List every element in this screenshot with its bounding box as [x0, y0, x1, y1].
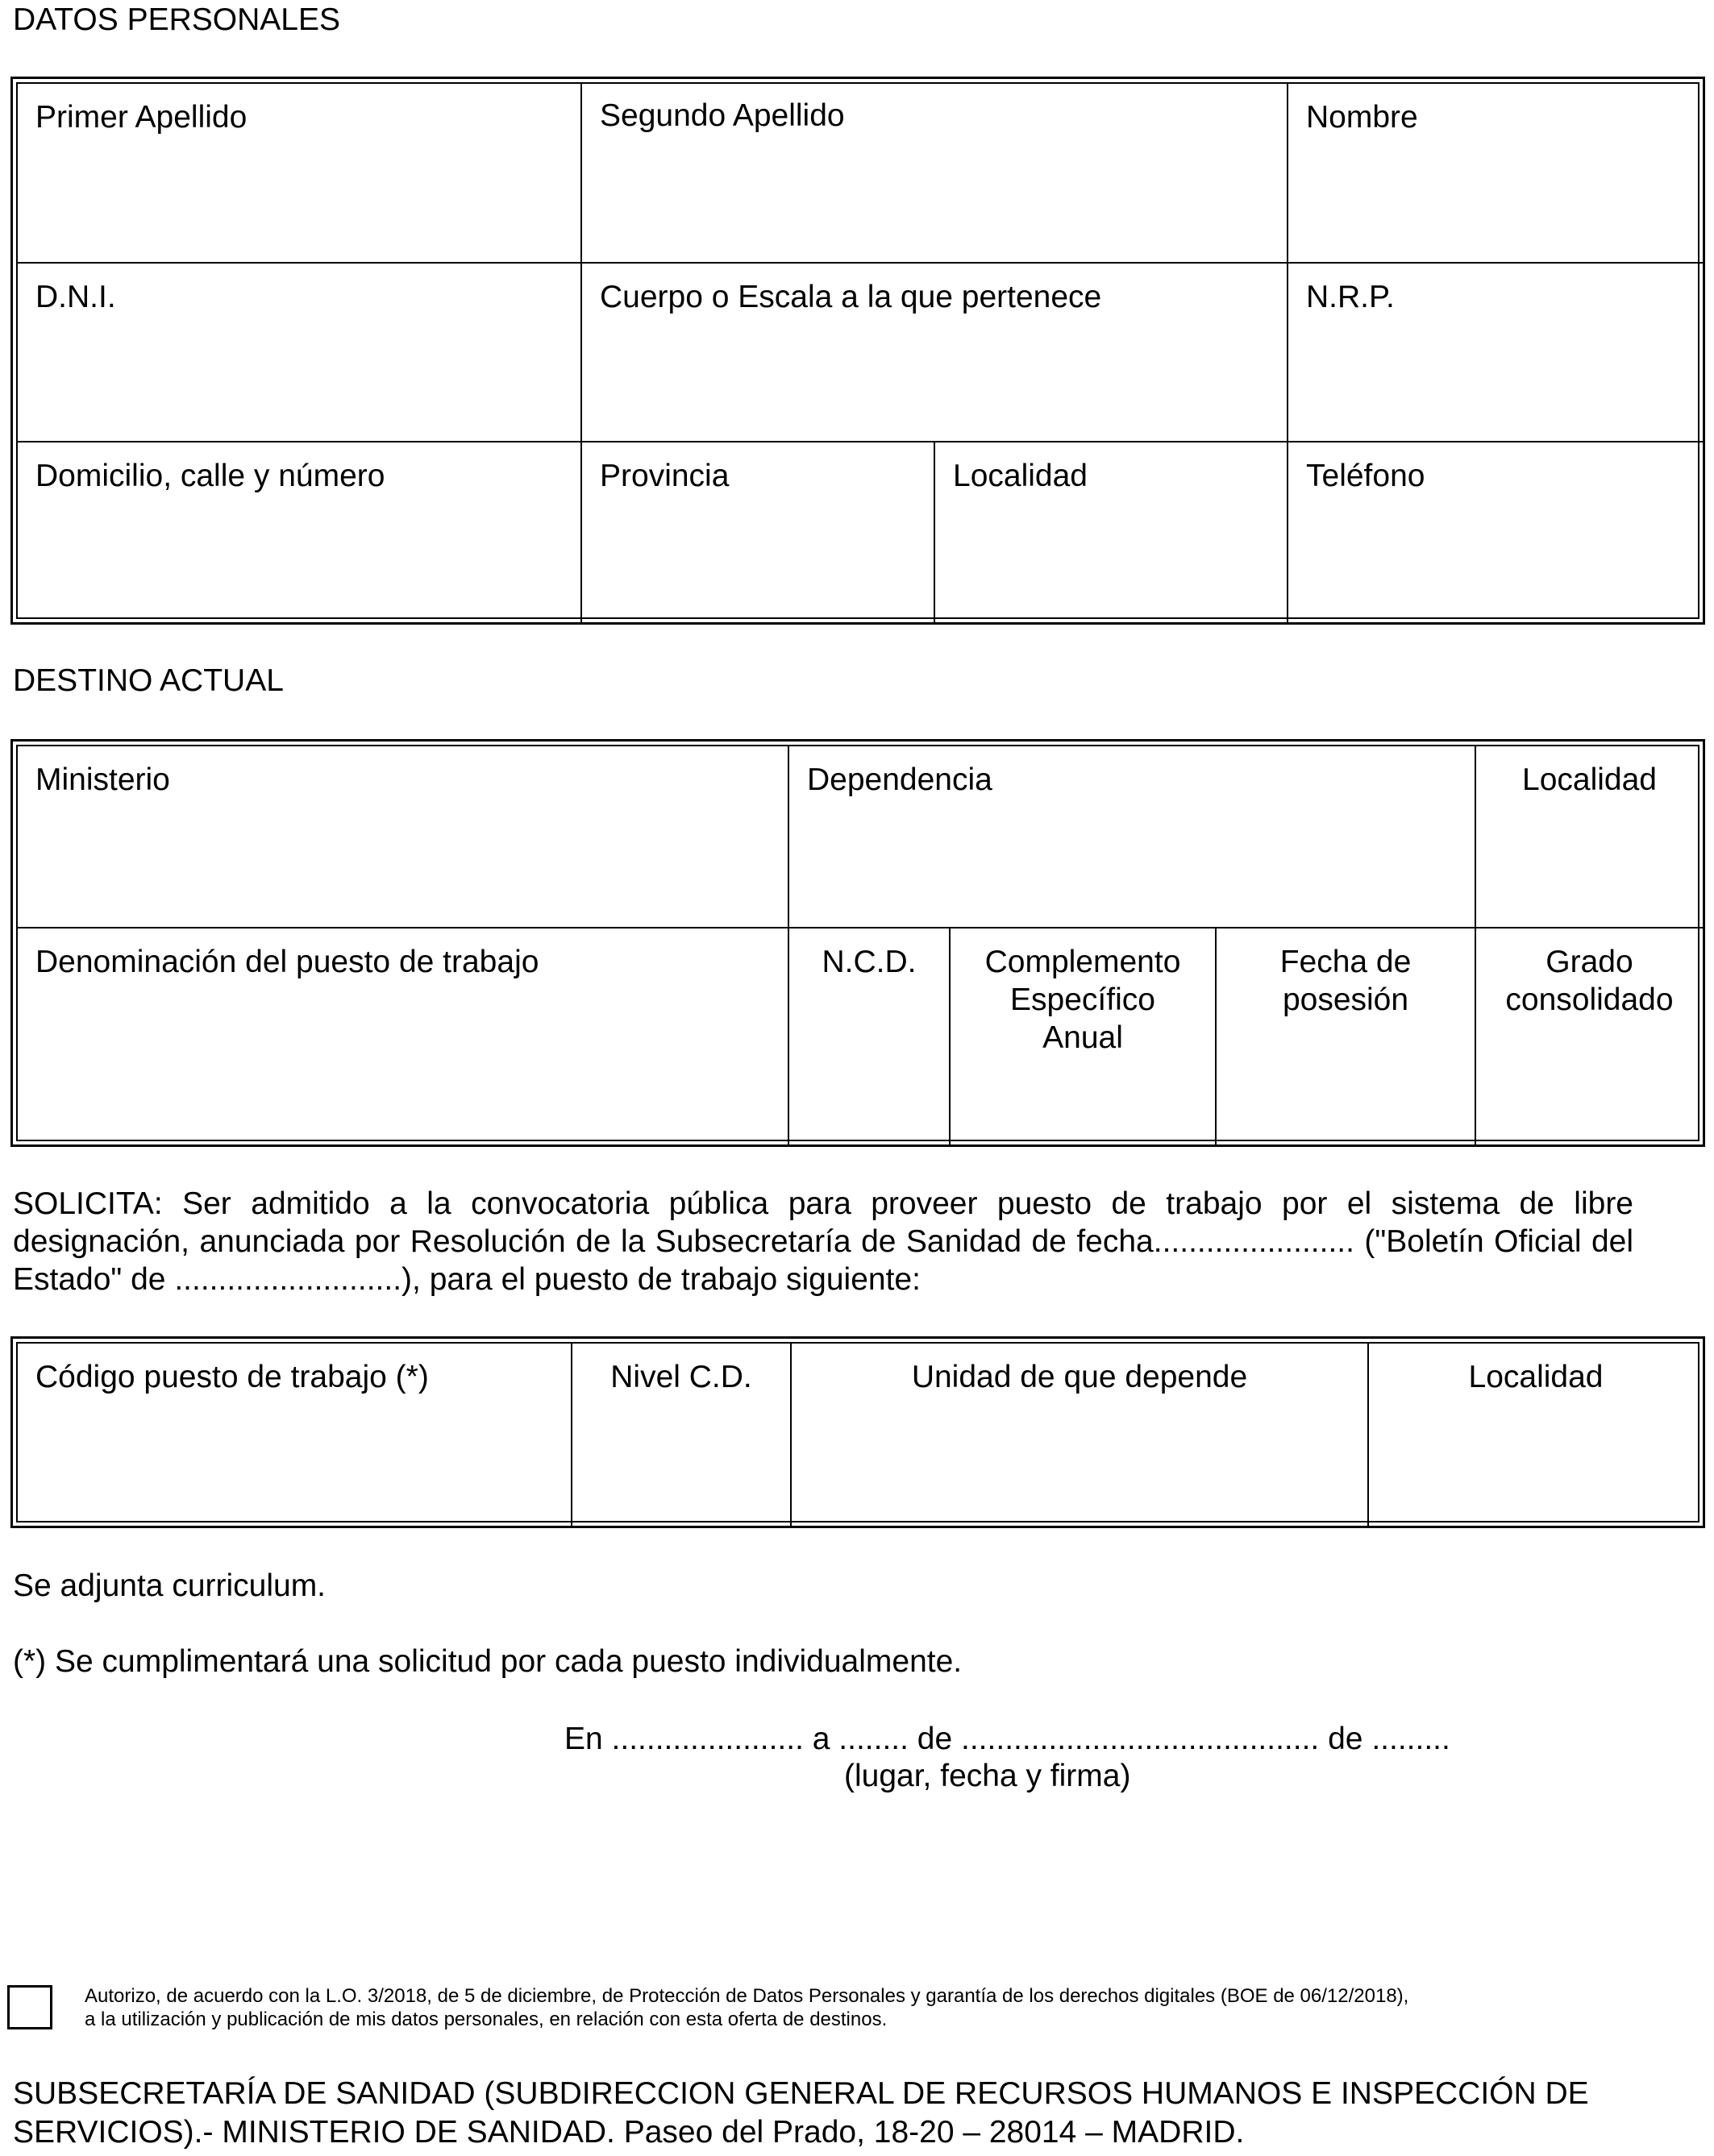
- field-unidad-depende[interactable]: Unidad de que depende: [790, 1344, 1367, 1526]
- field-fecha-posesion[interactable]: [1215, 927, 1475, 1144]
- complemento-line-1: Complemento: [984, 945, 1181, 979]
- field-ministerio[interactable]: Ministerio: [35, 762, 170, 797]
- field-localidad[interactable]: Localidad: [934, 441, 1287, 622]
- field-dni[interactable]: D.N.I.: [18, 262, 580, 441]
- fecha-line-2: posesión: [1282, 982, 1409, 1017]
- asterisk-note: (*) Se cumplimentará una solicitud por cada puesto individualmente.: [13, 1644, 963, 1679]
- field-telefono[interactable]: Teléfono: [1287, 441, 1703, 622]
- field-primer-apellido[interactable]: Primer Apellido: [35, 100, 248, 135]
- field-segundo-apellido[interactable]: Segundo Apellido: [580, 84, 1287, 262]
- destino-actual-grid: [16, 745, 1699, 1141]
- field-codigo-puesto[interactable]: Código puesto de trabajo (*): [35, 1360, 429, 1394]
- field-destino-localidad[interactable]: Localidad: [1475, 746, 1703, 927]
- field-nrp[interactable]: N.R.P.: [1287, 262, 1703, 441]
- field-domicilio[interactable]: Domicilio, calle y número: [18, 441, 580, 622]
- signature-line: En ...................... a ........ de ......................................... de .........: [564, 1722, 1450, 1756]
- field-ncd[interactable]: N.C.D.: [788, 927, 949, 1144]
- signature-caption: (lugar, fecha y firma): [844, 1759, 1131, 1793]
- curriculum-note: Se adjunta curriculum.: [13, 1568, 327, 1603]
- datos-personales-grid: [16, 82, 1699, 619]
- field-cuerpo-escala[interactable]: Cuerpo o Escala a la que pertenece: [580, 262, 1287, 441]
- complemento-line-2: Específico: [1010, 982, 1155, 1017]
- puesto-solicitado-table: [10, 1336, 1705, 1528]
- solicita-paragraph: SOLICITA: Ser admitido a la convocatoria pública para proveer puesto de trabajo por el sistema de libre designación, anunciada por Resolución de la Subsecretaría de Sanidad de fecha....................... ("Boletín Oficial del Estado" de ..........................), para el puesto de trabajo siguiente:: [13, 1186, 1633, 1297]
- field-puesto-localidad[interactable]: Localidad: [1367, 1344, 1703, 1526]
- field-complemento-especifico[interactable]: [949, 927, 1215, 1144]
- field-dependencia[interactable]: Dependencia: [788, 746, 1475, 927]
- field-provincia[interactable]: Provincia: [580, 441, 934, 622]
- field-grado-consolidado[interactable]: [1475, 927, 1703, 1144]
- fecha-line-1: Fecha de: [1279, 945, 1412, 979]
- field-nivel-cd[interactable]: Nivel C.D.: [571, 1344, 790, 1526]
- grado-line-2: consolidado: [1505, 982, 1674, 1017]
- field-nombre[interactable]: Nombre: [1287, 84, 1703, 262]
- consent-text-line-1: Autorizo, de acuerdo con la L.O. 3/2018, de 5 de diciembre, de Protección de Datos Personales y garantía de los derechos digitales (BOE de 06/12/2018),: [85, 1985, 1409, 2007]
- destino-actual-table: [10, 739, 1705, 1147]
- destino-actual-heading: DESTINO ACTUAL: [13, 663, 284, 698]
- datos-personales-heading: DATOS PERSONALES: [13, 2, 341, 37]
- puesto-solicitado-grid: [16, 1342, 1699, 1522]
- field-denominacion-puesto[interactable]: Denominación del puesto de trabajo: [18, 927, 788, 1144]
- complemento-line-3: Anual: [1042, 1020, 1123, 1055]
- grado-line-1: Grado: [1546, 945, 1633, 979]
- datos-personales-table: [10, 77, 1705, 625]
- consent-checkbox[interactable]: [7, 1985, 52, 2029]
- footer-address: SUBSECRETARÍA DE SANIDAD (SUBDIRECCION GENERAL DE RECURSOS HUMANOS E INSPECCIÓN DE SERVICIOS).- MINISTERIO DE SANIDAD. Paseo del Prado, 18-20 – 28014 – MADRID.: [13, 2076, 1589, 2150]
- consent-text-line-2: a la utilización y publicación de mis datos personales, en relación con esta oferta de destinos.: [85, 2009, 888, 2030]
